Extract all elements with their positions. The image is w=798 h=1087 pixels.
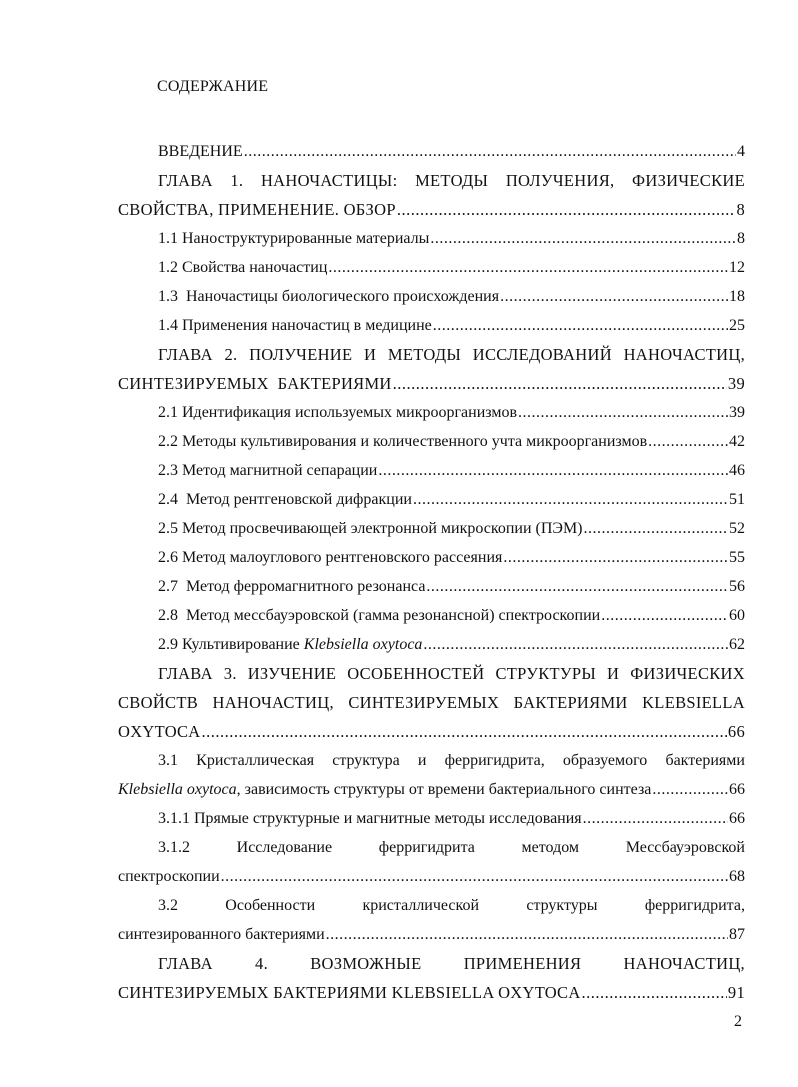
toc-chapter-3-line-2 <box>118 688 745 717</box>
toc-chapter-4-line-1 <box>118 949 745 978</box>
word: ФИЗИЧЕСКИЕ <box>632 171 745 190</box>
toc-entry-3-1-1 <box>118 804 745 833</box>
dot-leader <box>584 514 728 543</box>
word: 3.1.2 <box>158 839 190 856</box>
word: ферригидрита, <box>644 897 745 914</box>
toc-entry-2-5 <box>118 514 745 543</box>
toc-entry-page: 39 <box>727 374 745 393</box>
toc-entry-title: 2.6 Метод малоуглового рентгеновского рассеяния <box>158 549 503 566</box>
word: СТРУКТУРЫ <box>495 664 597 683</box>
toc-entry-2-6 <box>118 543 745 572</box>
toc-entry-1-3 <box>118 282 745 311</box>
toc-entry-3-1-2-line-2 <box>118 862 745 891</box>
toc-entry-title: 3.1.1 Прямые структурные и магнитные методы исследования <box>158 810 582 827</box>
toc-entry-1-4 <box>118 311 745 340</box>
toc-entry-page: 66 <box>729 781 745 798</box>
toc-entry-title: 1.4 Применения наночастиц в медицине <box>158 317 432 334</box>
toc-entry-title: 2.8 Метод мессбауэровской (гамма резонансной) спектроскопии <box>158 607 601 624</box>
dot-leader <box>328 253 728 282</box>
toc-entry-2-3 <box>118 456 745 485</box>
dot-leader <box>397 195 736 224</box>
dot-leader <box>244 137 736 166</box>
toc-entry-page: 18 <box>729 288 745 305</box>
dot-leader <box>652 775 728 804</box>
toc-entry-title: ВВЕДЕНИЕ <box>158 143 243 160</box>
dot-leader <box>430 224 736 253</box>
toc-chapter-2-line-2 <box>118 369 745 398</box>
toc-chapter-3-line-1 <box>118 659 745 688</box>
word: ПРИМЕНЕНИЯ <box>463 954 582 973</box>
toc-entry-page: 8 <box>737 230 745 247</box>
word: МЕТОДЫ <box>387 345 462 364</box>
word: структуры <box>526 897 598 914</box>
toc-entry-page: 51 <box>729 491 745 508</box>
toc-entry-2-7 <box>118 572 745 601</box>
toc-entry-page: 87 <box>729 926 745 943</box>
word: И <box>607 664 620 683</box>
word: кристаллической <box>362 897 480 914</box>
word: ГЛАВА <box>158 171 213 190</box>
toc-entry-3-2-line-2 <box>118 920 745 949</box>
toc-chapter-3-line-3 <box>118 717 745 746</box>
word: ПОЛУЧЕНИЕ <box>249 345 353 364</box>
word: СИНТЕЗИРУЕМЫХ <box>348 693 500 712</box>
word: ФИЗИЧЕСКИХ <box>630 664 745 683</box>
toc-entry-page: 91 <box>727 983 745 1002</box>
dot-leader <box>518 398 728 427</box>
dot-leader <box>433 311 728 340</box>
word: ПОЛУЧЕНИЯ, <box>505 171 615 190</box>
word: СВОЙСТВ <box>118 693 199 712</box>
toc-entry-page: 8 <box>736 200 745 219</box>
species-name: Klebsiella oxytoca <box>118 781 237 798</box>
toc-entry-title <box>118 775 651 804</box>
toc-entry-title <box>158 630 422 659</box>
toc-entry-page: 25 <box>729 317 745 334</box>
toc-entry-title: 2.5 Метод просвечивающей электронной микроскопии (ПЭМ) <box>158 520 583 537</box>
toc-entry-title: СВОЙСТВА, ПРИМЕНЕНИЕ. ОБЗОР <box>118 200 396 219</box>
dot-leader <box>393 369 727 398</box>
toc-entry-2-2 <box>118 427 745 456</box>
word: 3.1 <box>158 752 178 769</box>
dot-leader <box>601 601 728 630</box>
dot-leader <box>413 485 728 514</box>
word: и <box>417 752 427 769</box>
toc-entry-3-2-line-1 <box>118 891 745 920</box>
toc-entry-intro <box>118 137 745 166</box>
toc-entry-page: 46 <box>729 462 745 479</box>
word: МЕТОДЫ <box>415 171 489 190</box>
toc-entry-3-1-line-1 <box>118 746 745 775</box>
title-rest: , зависимость структуры от времени бактериального синтеза <box>236 781 652 798</box>
word: бактериями <box>665 752 745 769</box>
toc-entry-3-1-line-2 <box>118 775 745 804</box>
toc-entry-page: 66 <box>727 722 745 741</box>
word: БАКТЕРИЯМИ <box>513 693 628 712</box>
toc-entry-page: 60 <box>729 607 745 624</box>
word: 4. <box>255 954 269 973</box>
toc-entry-page: 4 <box>737 143 745 160</box>
dot-leader <box>426 572 728 601</box>
word: ферригидрита, <box>444 752 545 769</box>
word: НАНОЧАСТИЦ, <box>623 954 745 973</box>
word: И <box>364 345 377 364</box>
toc-chapter-1-line-2 <box>118 195 745 224</box>
title-prefix: 2.9 Культивирование <box>158 636 300 653</box>
dot-leader <box>500 282 728 311</box>
toc-entry-1-1 <box>118 224 745 253</box>
toc-entry-2-1 <box>118 398 745 427</box>
toc-entry-title: 1.3 Наночастицы биологического происхождения <box>158 288 500 305</box>
word: НАНОЧАСТИЦЫ: <box>260 171 398 190</box>
dot-leader <box>503 543 728 572</box>
toc-entry-title: 2.1 Идентификация используемых микроорганизмов <box>158 404 518 421</box>
toc-entry-title: 2.2 Методы культивирования и количественного учта микроорганизмов <box>158 433 648 450</box>
word: Исследование <box>236 839 333 856</box>
toc-entry-3-1-2-line-1 <box>118 833 745 862</box>
toc-entry-2-4 <box>118 485 745 514</box>
toc-entry-title: 1.1 Наноструктурированные материалы <box>158 230 430 247</box>
word: НАНОЧАСТИЦ, <box>212 693 334 712</box>
toc-entry-title: синтезированного бактериями <box>118 926 325 943</box>
word: 1. <box>230 171 244 190</box>
dot-leader <box>201 717 726 746</box>
toc-chapter-4-line-2 <box>118 978 745 1007</box>
toc-entry-title: 1.2 Свойства наночастиц <box>158 259 328 276</box>
word: Кристаллическая <box>196 752 315 769</box>
toc-entry-title: 2.3 Метод магнитной сепарации <box>158 462 378 479</box>
word: ИССЛЕДОВАНИЙ <box>472 345 612 364</box>
toc-entry-title: 2.4 Метод рентгеновской дифракции <box>158 491 412 508</box>
page-number: 2 <box>734 1013 742 1030</box>
toc-entry-title: 2.7 Метод ферромагнитного резонанса <box>158 578 426 595</box>
toc-entry-page: 55 <box>729 549 745 566</box>
toc-entry-page: 12 <box>729 259 745 276</box>
toc-entry-2-9 <box>118 630 745 659</box>
word: Мессбауэровской <box>625 839 745 856</box>
word: ИЗУЧЕНИЕ <box>247 664 337 683</box>
dot-leader <box>648 427 728 456</box>
dot-leader <box>378 456 728 485</box>
toc-entry-title: СИНТЕЗИРУЕМЫХ БАКТЕРИЯМИ KLEBSIELLA OXYTOCA <box>118 983 581 1002</box>
word: НАНОЧАСТИЦ, <box>623 345 745 364</box>
dot-leader <box>583 804 728 833</box>
word: KLEBSIELLA <box>642 693 745 712</box>
word: ГЛАВА <box>158 664 213 683</box>
dot-leader <box>582 978 727 1007</box>
dot-leader <box>423 630 728 659</box>
species-name: Klebsiella oxytoca <box>303 636 423 653</box>
toc-entry-page: 42 <box>729 433 745 450</box>
table-of-contents <box>118 137 745 1007</box>
word: ГЛАВА <box>158 954 213 973</box>
toc-entry-page: 39 <box>729 404 745 421</box>
toc-entry-page: 68 <box>729 868 745 885</box>
toc-entry-page: 66 <box>729 810 745 827</box>
toc-entry-page: 56 <box>729 578 745 595</box>
word: Особенности <box>225 897 316 914</box>
toc-entry-title: спектроскопии <box>118 868 220 885</box>
toc-entry-page: 52 <box>729 520 745 537</box>
toc-chapter-1-line-1 <box>118 166 745 195</box>
word: 3.2 <box>158 897 178 914</box>
toc-entry-title: СИНТЕЗИРУЕМЫХ БАКТЕРИЯМИ <box>118 374 392 393</box>
word: ОСОБЕННОСТЕЙ <box>347 664 485 683</box>
toc-entry-title: OXYTOCA <box>118 722 201 741</box>
word: 2. <box>224 345 238 364</box>
word: 3. <box>223 664 237 683</box>
toc-entry-page: 62 <box>729 636 745 653</box>
toc-chapter-2-line-1 <box>118 340 745 369</box>
word: структура <box>332 752 400 769</box>
toc-entry-2-8 <box>118 601 745 630</box>
word: методом <box>521 839 580 856</box>
dot-leader <box>326 920 728 949</box>
word: образуемого <box>562 752 648 769</box>
word: ВОЗМОЖНЫЕ <box>310 954 422 973</box>
page-title: СОДЕРЖАНИЕ <box>157 78 269 95</box>
dot-leader <box>221 862 728 891</box>
word: ГЛАВА <box>158 345 213 364</box>
word: ферригидрита <box>378 839 475 856</box>
toc-entry-1-2 <box>118 253 745 282</box>
